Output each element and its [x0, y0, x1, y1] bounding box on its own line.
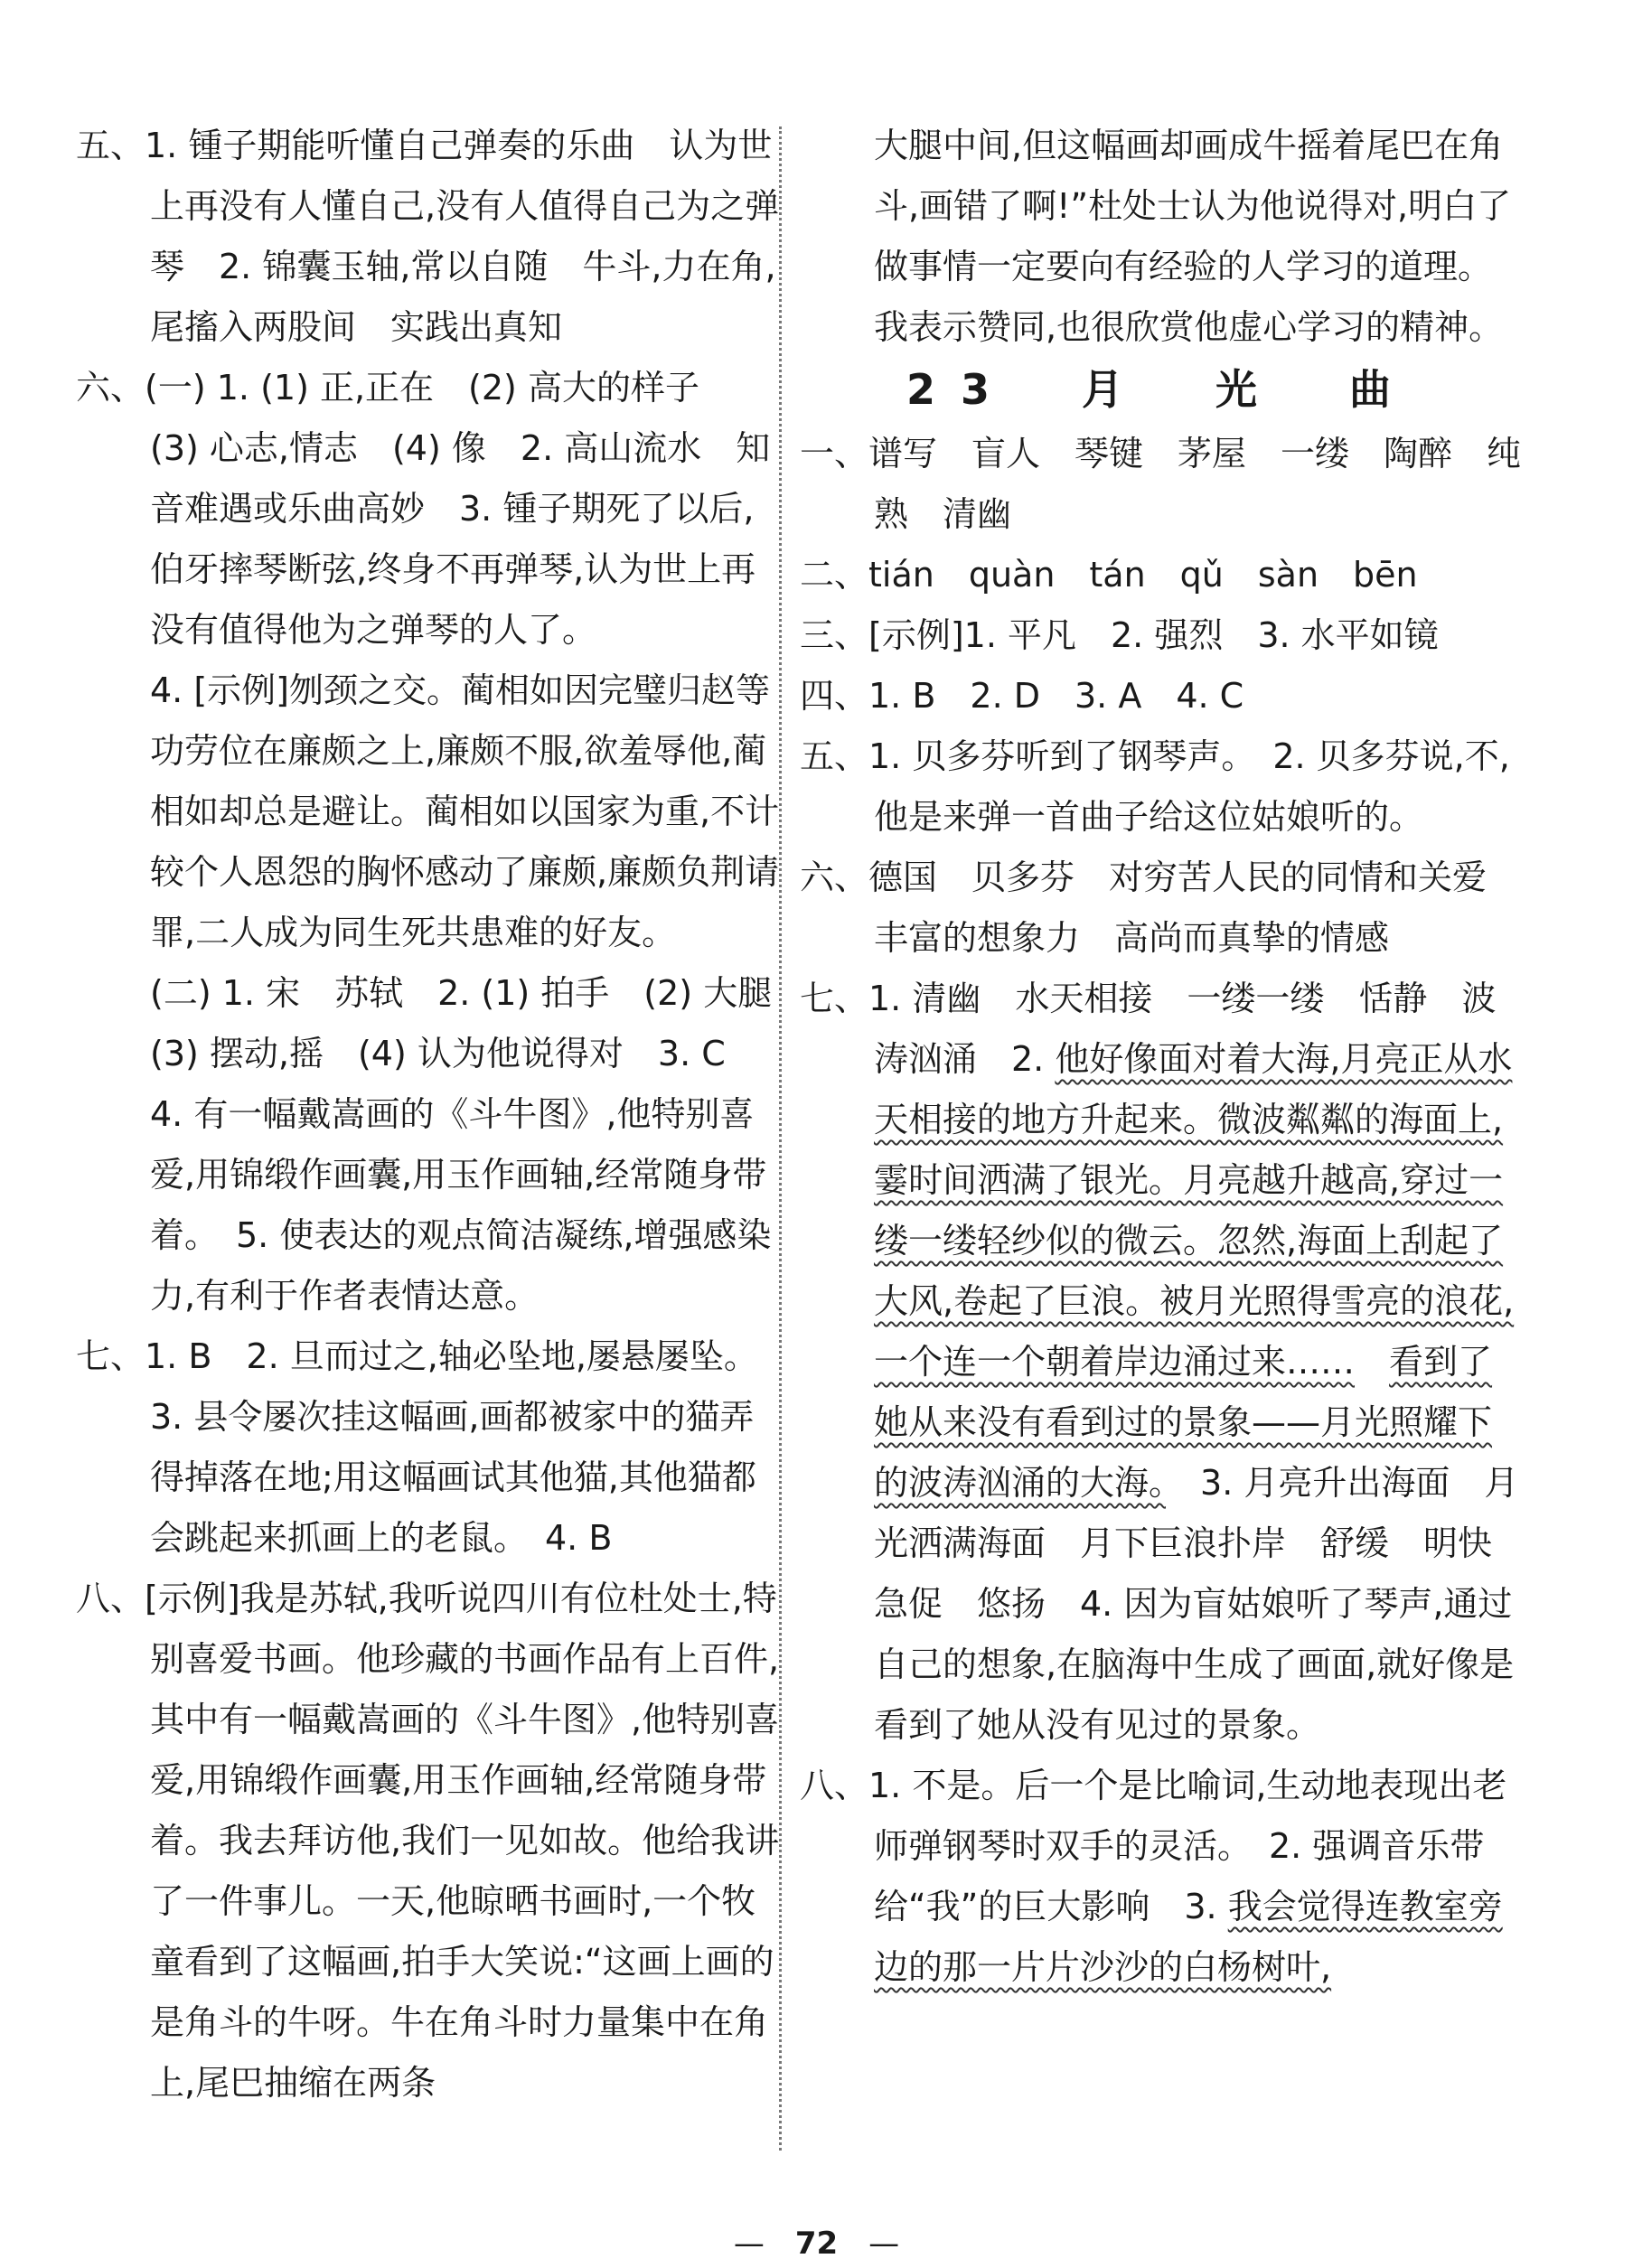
lesson-23-section-4: 四、1. B 2. D 3. A 4. C	[800, 676, 1244, 716]
lesson-23-section-3: 三、[示例]1. 平凡 2. 强烈 3. 水平如镜	[800, 615, 1439, 655]
right-column	[800, 116, 1527, 1998]
left-column	[76, 116, 807, 2113]
lesson-title: 23 月 光 曲	[906, 365, 1416, 414]
lesson-23-section-8	[800, 1756, 1523, 1998]
answer-section-8: 八、[示例]我是苏轼,我听说四川有位杜处士,特别喜爱书画。他珍藏的书画作品有上百件,其中有一幅戴嵩画的《斗牛图》,他特别喜爱,用锦缎作画囊,用玉作画轴,经常随身带着。我去拜访他,我们一见如故。他给我讲了一件事儿。一天,他晾晒书画时,一个牧童看到了这幅画,拍手大笑说:“这画上画的是角斗的牛呀。牛在角斗时力量集中在角上,尾巴抽缩在两条	[76, 1579, 780, 2103]
answer-section-7: 七、1. B 2. 旦而过之,轴必坠地,屡悬屡坠。	[76, 1336, 758, 1376]
lesson-23-section-5: 五、1. 贝多芬听到了钢琴声。 2. 贝多芬说,不,他是来弹一首曲子给这位姑娘听的。	[800, 736, 1510, 837]
answer-section-6-part-2: (二) 1. 宋 苏轼 2. (1) 拍手 (2) 大腿 (3) 摆动,摇 (4) 认为他说得对 3. C 4. 有一幅戴嵩画的《斗牛图》,他特别喜爱,用锦缎作画囊,用玉作画轴,经常随身带着。 5. 使表达的观点简洁凝练,增强感染力,有利于作者表情达意。	[150, 973, 807, 1316]
underlined-passage-3: 我会觉得连教室旁边的那一片片沙沙的白杨树叶,	[874, 1887, 1503, 1987]
lesson-23-section-1: 一、谱写 盲人 琴键 茅屋 一缕 陶醉 纯熟 清幽	[800, 434, 1522, 534]
page-number: — 72 —	[733, 2226, 900, 2262]
lesson-23-section-7	[800, 969, 1527, 1756]
answer-section-8-continued: 大腿中间,但这幅画却画成牛摇着尾巴在角斗,画错了啊!”杜处士认为他说得对,明白了做事情一定要向有经验的人学习的道理。我表示赞同,也很欣赏他虚心学习的精神。	[874, 126, 1512, 347]
underlined-passage-2: 看到了她从来没有看到过的景象——月光照耀下的波涛汹涌的大海。	[874, 1342, 1493, 1503]
lesson-23-section-6: 六、德国 贝多芬 对穷苦人民的同情和关爱 丰富的想象力 高尚而真挚的情感	[800, 858, 1522, 958]
answer-section-7-q3: 3. 县令屡次挂这幅画,画都被家中的猫弄得掉落在地;用这幅画试其他猫,其他猫都会跳起来抓画上的老鼠。 4. B	[150, 1397, 756, 1558]
answer-section-5: 五、1. 锺子期能听懂自己弹奏的乐曲 认为世上再没有人懂自己,没有人值得自己为之弹琴 2. 锦囊玉轴,常以自随 牛斗,力在角,尾搐入两股间 实践出真知	[76, 126, 780, 347]
answer-section-6-part-1: 六、(一) 1. (1) 正,正在 (2) 高大的样子 (3) 心志,情志 (4) 像 2. 高山流水 知音难遇或乐曲高妙 3. 锺子期死了以后,伯牙摔琴断弦,终身不再弹琴,认为世上再没有值得他为之弹琴的人了。	[76, 368, 771, 650]
lesson-23-section-2: 二、tián quàn tán qǔ sàn bēn	[800, 555, 1418, 595]
underlined-passage-1: 他好像面对着大海,月亮正从水天相接的地方升起来。微波粼粼的海面上,霎时间洒满了银光。月亮越升越高,穿过一缕一缕轻纱似的微云。忽然,海面上刮起了大风,卷起了巨浪。被月光照得雪亮的浪花,一个连一个朝着岸边涌过来……	[874, 1039, 1515, 1382]
section-7-rest: 3. 月亮升出海面 月光洒满海面 月下巨浪扑岸 舒缓 明快 急促 悠扬 4. 因为盲姑娘听了琴声,通过自己的想象,在脑海中生成了画面,就好像是看到了她从没有见过的景象。	[874, 1463, 1527, 1745]
answer-section-6-example: 4. [示例]刎颈之交。蔺相如因完璧归赵等功劳位在廉颇之上,廉颇不服,欲羞辱他,蔺相如却总是避让。蔺相如以国家为重,不计较个人恩怨的胸怀感动了廉颇,廉颇负荆请罪,二人成为同生死共患难的好友。	[150, 670, 780, 952]
section-8-text: 八、1. 不是。后一个是比喻词,生动地表现出老师弹钢琴时双手的灵活。 2. 强调音乐带给“我”的巨大影响 3.	[800, 1766, 1507, 1926]
section-7-intro: 七、1. 清幽 水天相接 一缕一缕 恬静 波涛汹涌 2.	[800, 979, 1497, 1079]
